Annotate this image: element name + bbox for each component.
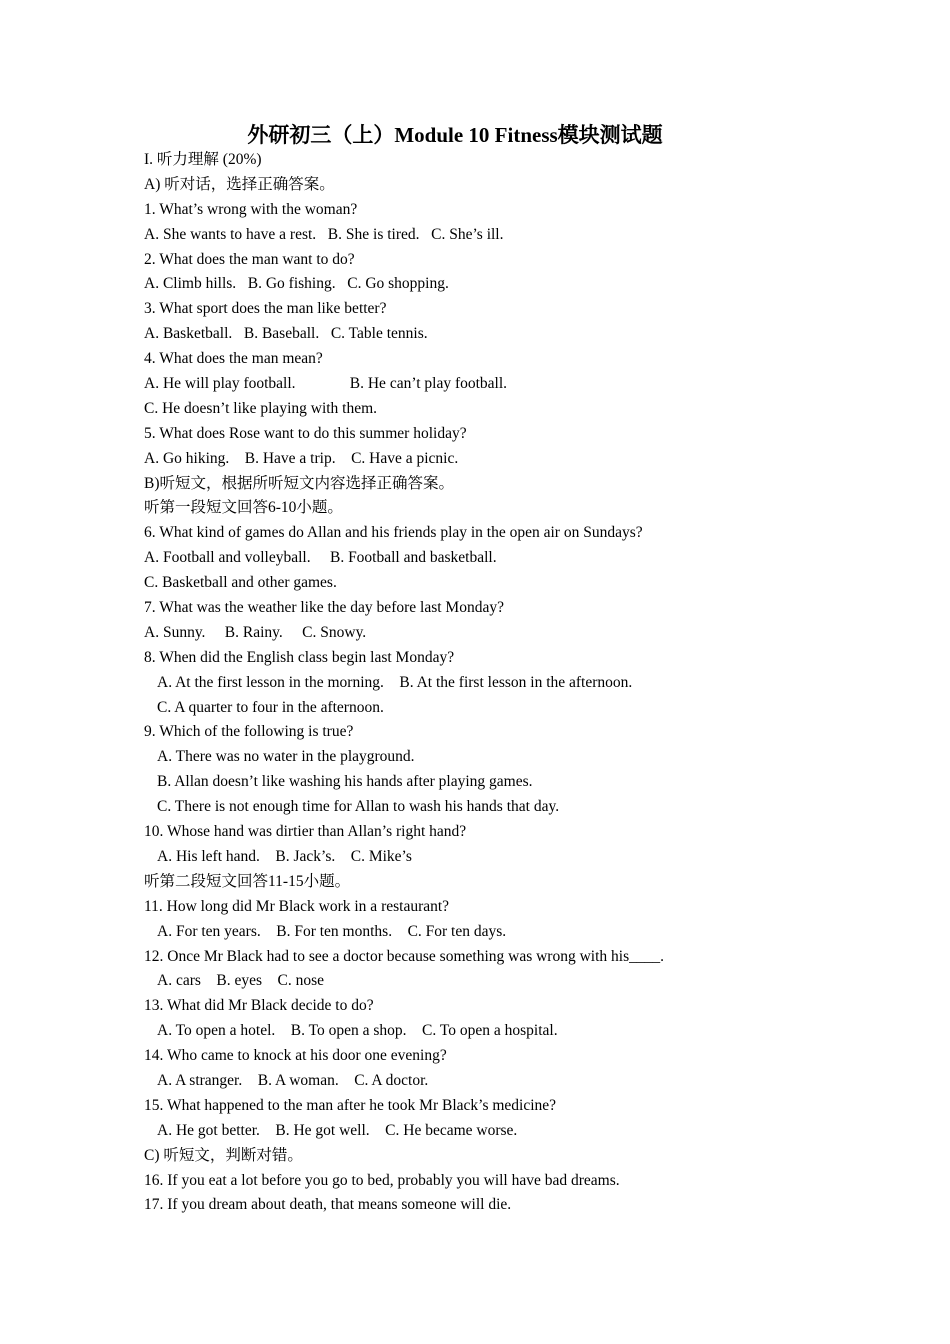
document-body [144,148,864,1218]
options-8-ab: A. At the first lesson in the morning. B. At the first lesson in the afternoon. [157,673,633,691]
subsection-heading: C) 听短文，判断对错。 [144,1146,303,1164]
options-8-c: C. A quarter to four in the afternoon. [157,698,384,716]
options-4-c: C. He doesn’t like playing with them. [144,399,378,417]
options-13: A. To open a hotel. B. To open a shop. C. To open a hospital. [157,1022,558,1040]
question-15: 15. What happened to the man after he took Mr Black’s medicine? [144,1096,557,1114]
options-3: A. Basketball. B. Baseball. C. Table tennis. [144,325,428,343]
question-6: 6. What kind of games do Allan and his friends play in the open air on Sundays? [144,524,643,542]
options-4-ab: A. He will play football. B. He can’t play football. [144,375,508,393]
subsection-heading: B)听短文，根据所听短文内容选择正确答案。 [144,474,455,492]
options-11: A. For ten years. B. For ten months. C. For ten days. [157,922,507,940]
options-9-a: A. There was no water in the playground. [157,748,415,766]
question-10: 10. Whose hand was dirtier than Allan’s right hand? [144,823,467,841]
options-2: A. Climb hills. B. Go fishing. C. Go shopping. [144,275,449,293]
question-13: 13. What did Mr Black decide to do? [144,997,374,1015]
passage-instruction: 听第二段短文回答11-15小题。 [144,872,351,890]
statement-17: 17. If you dream about death, that means someone will die. [144,1196,512,1214]
passage-instruction: 听第一段短文回答6-10小题。 [144,499,343,517]
options-6-ab: A. Football and volleyball. B. Football and basketball. [144,549,497,567]
section-heading: I. 听力理解 (20%) [144,151,262,168]
options-1: A. She wants to have a rest. B. She is tired. C. She’s ill. [144,225,504,243]
question-1: 1. What’s wrong with the woman? [144,200,358,218]
subsection-heading: A) 听对话，选择正确答案。 [144,175,335,193]
question-7: 7. What was the weather like the day before last Monday? [144,599,504,617]
options-9-b: B. Allan doesn’t like washing his hands after playing games. [157,773,533,791]
question-9: 9. Which of the following is true? [144,723,354,741]
question-4: 4. What does the man mean? [144,350,323,368]
statement-16: 16. If you eat a lot before you go to bed, probably you will have bad dreams. [144,1171,620,1189]
options-7: A. Sunny. B. Rainy. C. Snowy. [144,623,367,641]
document-title: 外研初三（上）Module 10 Fitness模块测试题 [247,123,663,147]
question-11: 11. How long did Mr Black work in a restaurant? [144,897,450,915]
question-3: 3. What sport does the man like better? [144,300,387,318]
options-15: A. He got better. B. He got well. C. He became worse. [157,1121,518,1139]
question-12: 12. Once Mr Black had to see a doctor because something was wrong with his____. [144,947,664,965]
question-5: 5. What does Rose want to do this summer holiday? [144,424,467,442]
options-12: A. cars B. eyes C. nose [157,972,325,990]
options-5: A. Go hiking. B. Have a trip. C. Have a picnic. [144,449,459,467]
question-14: 14. Who came to knock at his door one evening? [144,1047,447,1065]
options-14: A. A stranger. B. A woman. C. A doctor. [157,1071,429,1089]
options-6-c: C. Basketball and other games. [144,574,337,592]
options-9-c: C. There is not enough time for Allan to wash his hands that day. [157,798,560,816]
question-8: 8. When did the English class begin last Monday? [144,648,455,666]
question-2: 2. What does the man want to do? [144,250,355,268]
options-10: A. His left hand. B. Jack’s. C. Mike’s [157,847,412,865]
